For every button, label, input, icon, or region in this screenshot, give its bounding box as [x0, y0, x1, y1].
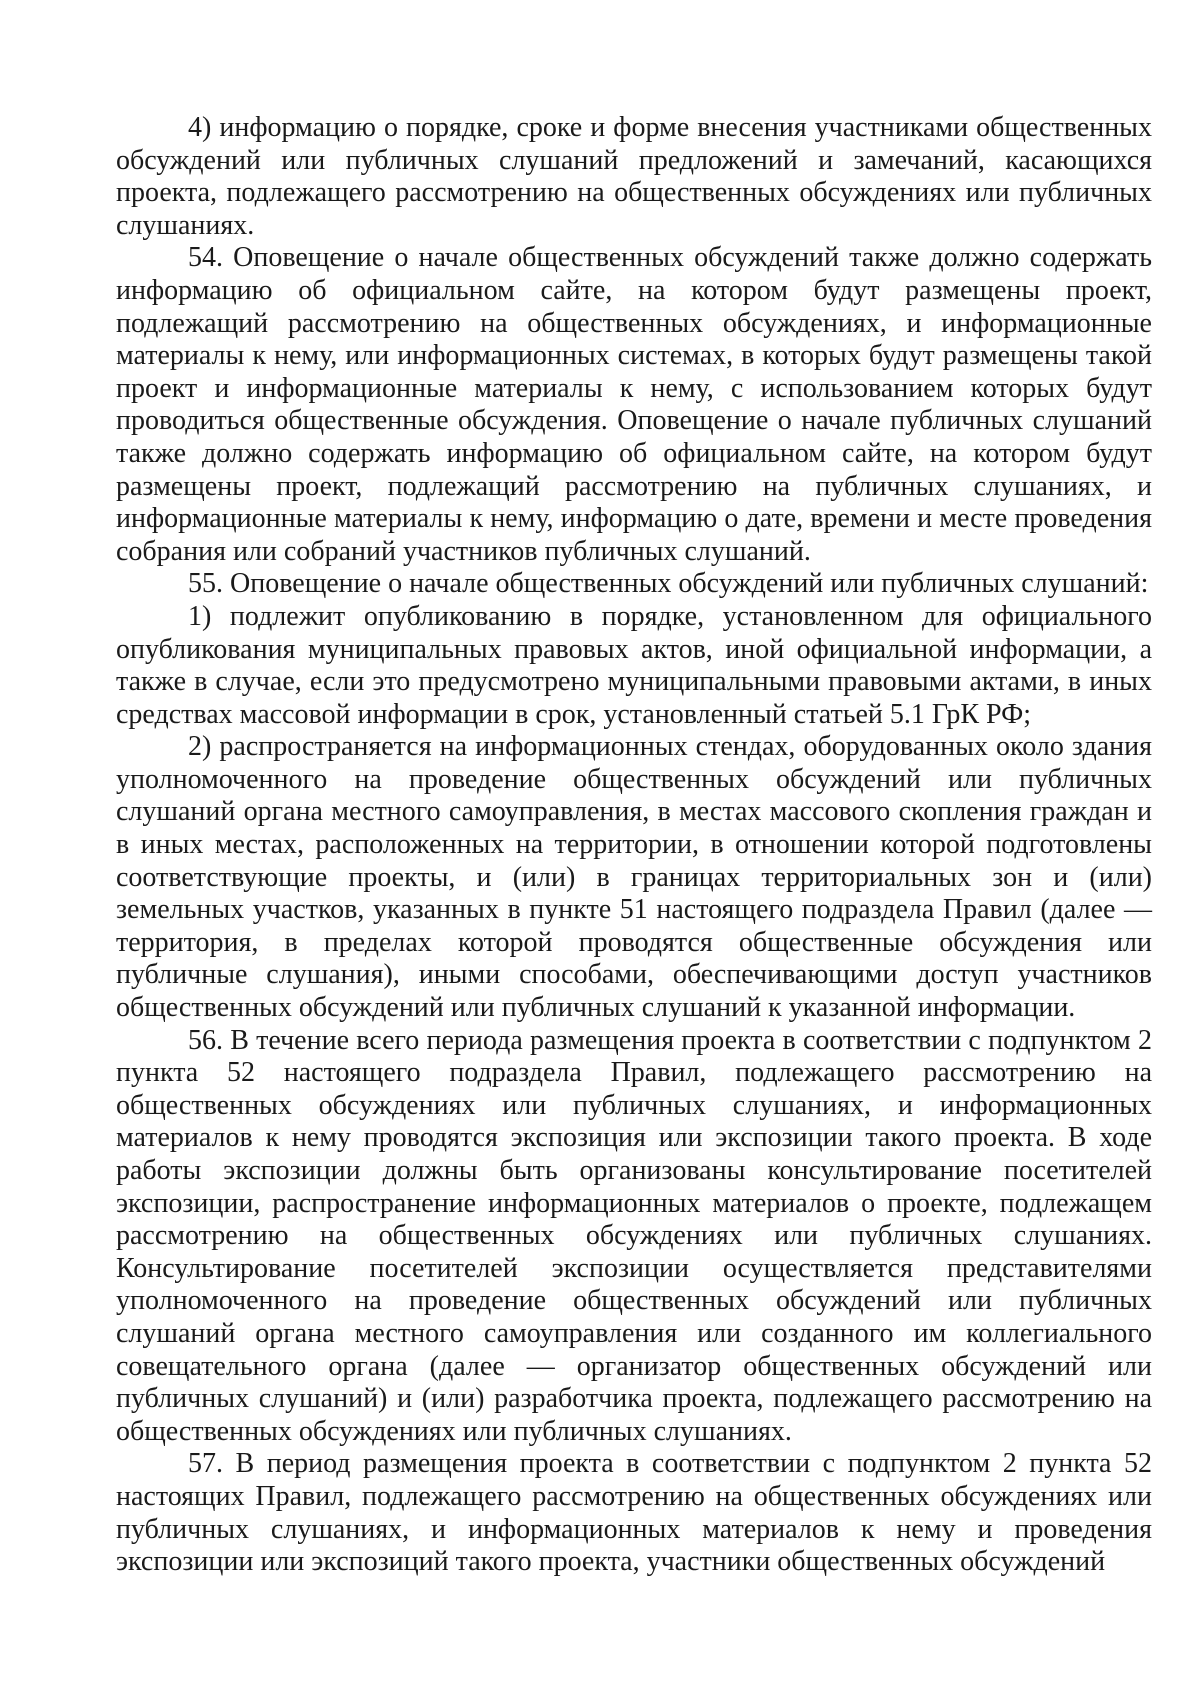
- paragraph-55-item-2: 2) распространяется на информационных стендах, оборудованных около здания уполномоченного на проведение общественных обсуждений или публичных слушаний органа местного самоуправления, в местах массового скопления граждан и в иных местах, расположенных на территории, в отношении которой подготовлены соответствующие проекты, и (или) в границах территориальных зон и (или) земельных участков, указанных в пункте 51 настоящего подраздела Правил (далее — территория, в пределах которой проводятся общественные обсуждения или публичные слушания), иными способами, обеспечивающими доступ участников общественных обсуждений или публичных слушаний к указанной информации.: [116, 731, 1152, 1024]
- paragraph-55: 55. Оповещение о начале общественных обсуждений или публичных слушаний:: [188, 568, 1149, 600]
- paragraph-57: 57. В период размещения проекта в соответствии с подпунктом 2 пункта 52 настоящих Правил, подлежащего рассмотрению на общественных обсуждениях или публичных слушаниях, и информационных материалов к нему и проведения экспозиции или экспозиций такого проекта, участники общественных обсуждений: [116, 1448, 1152, 1578]
- paragraph-54: 54. Оповещение о начале общественных обсуждений также должно содержать информацию об официальном сайте, на котором будут размещены проект, подлежащий рассмотрению на общественных обсуждениях, и информационные материалы к нему, или информационных системах, в которых будут размещены такой проект и информационные материалы к нему, с использованием которых будут проводиться общественные обсуждения. Оповещение о начале публичных слушаний также должно содержать информацию об официальном сайте, на котором будут размещены проект, подлежащий рассмотрению на публичных слушаниях, и информационные материалы к нему, информацию о дате, времени и месте проведения собрания или собраний участников публичных слушаний.: [116, 242, 1152, 567]
- document-page: [116, 112, 1152, 1579]
- paragraph-55-item-1: 1) подлежит опубликованию в порядке, установленном для официального опубликования муниципальных правовых актов, иной официальной информации, а также в случае, если это предусмотрено муниципальными правовыми актами, в иных средствах массовой информации в срок, установленный статьей 5.1 ГрК РФ;: [116, 600, 1152, 730]
- paragraph-56: 56. В течение всего периода размещения проекта в соответствии с подпунктом 2 пункта 52 настоящего подраздела Правил, подлежащего рассмотрению на общественных обсуждениях или публичных слушаниях, и информационных материалов к нему проводятся экспозиция или экспозиции такого проекта. В ходе работы экспозиции должны быть организованы консультирование посетителей экспозиции, распространение информационных материалов о проекте, подлежащем рассмотрению на общественных обсуждениях или публичных слушаниях. Консультирование посетителей экспозиции осуществляется представителями уполномоченного на проведение общественных обсуждений или публичных слушаний органа местного самоуправления или созданного им коллегиального совещательного органа (далее — организатор общественных обсуждений или публичных слушаний) и (или) разработчика проекта, подлежащего рассмотрению на общественных обсуждениях или публичных слушаниях.: [116, 1024, 1152, 1447]
- paragraph-item-4: 4) информацию о порядке, сроке и форме внесения участниками общественных обсуждений или публичных слушаний предложений и замечаний, касающихся проекта, подлежащего рассмотрению на общественных обсуждениях или публичных слушаниях.: [116, 112, 1152, 241]
